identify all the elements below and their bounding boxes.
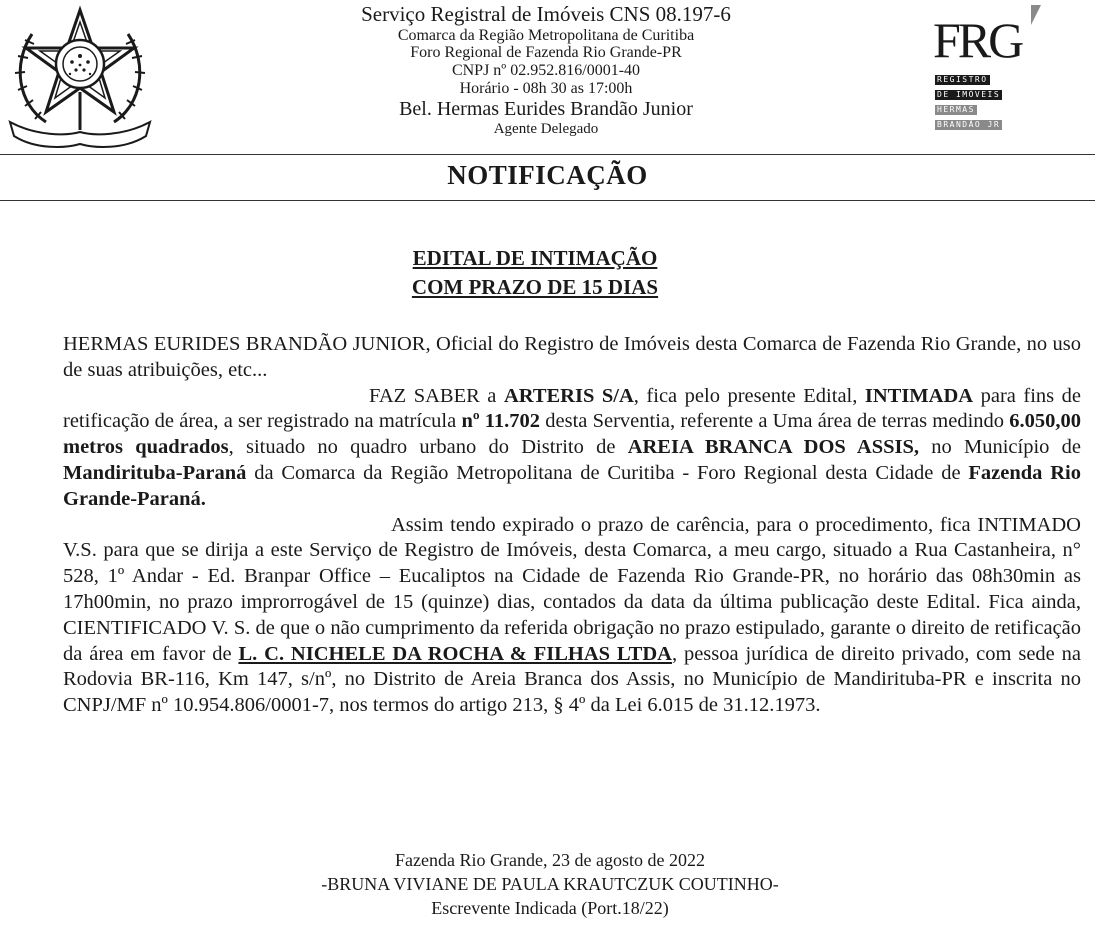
notice-body <box>63 332 1081 719</box>
text-span: da Comarca da Região Metropolitana de Curitiba - Foro Regional desta Cidade de <box>246 461 969 484</box>
logo-tag-brandao: BRANDÃO JR <box>937 120 1001 129</box>
text-span: , fica pelo presente Edital, <box>633 384 865 407</box>
paragraph-intimado <box>63 513 1081 719</box>
frg-logo-mark: FRG <box>933 12 1022 68</box>
text-span: FAZ SABER a <box>369 384 504 407</box>
place-date: Fazenda Rio Grande, 23 de agosto de 2022 <box>395 850 705 870</box>
municipality-name: Mandirituba-Paraná <box>63 461 247 484</box>
registry-officer-role: Agente Delegado <box>493 120 599 137</box>
registry-header <box>300 3 792 137</box>
page-title: NOTIFICAÇÃO <box>447 160 648 190</box>
registry-comarca: Comarca da Região Metropolitana de Curitiba <box>397 26 695 44</box>
text-span: , pessoa jurídica de direito privado, com sede na Rodovia BR-116, Km 147, s/nº, no Distrito de Areia Branca dos Assis, no Município de Mandirituba-PR e inscrita no CNPJ/MF nº 10.954.806/0001-7, nos termos do artigo 213, § 4º da Lei 6.015 de 31.12.1973. <box>63 642 1081 717</box>
text-span: , situado no quadro urbano do Distrito de <box>228 436 628 459</box>
text-span: no Município de <box>919 436 1081 459</box>
district-name: AREIA BRANCA DOS ASSIS, <box>627 436 920 459</box>
title-divider <box>0 200 1095 201</box>
registry-cnpj: CNPJ nº 02.952.816/0001-40 <box>451 62 641 80</box>
signer-role: Escrevente Indicada (Port.18/22) <box>431 898 669 918</box>
company-name: ARTERIS S/A <box>503 384 634 407</box>
header-divider <box>0 154 1095 155</box>
area-size: 6.050,00 metros quadrados <box>63 410 1082 459</box>
registry-foro: Foro Regional de Fazenda Rio Grande-PR <box>410 44 682 62</box>
matricula-number: nº 11.702 <box>461 410 541 433</box>
beneficiary-company: L. C. NICHELE DA ROCHA & FILHAS LTDA <box>238 642 672 665</box>
text-span: para fins de retificação de área, a ser registrado na matrícula <box>63 384 1081 433</box>
registry-name: Serviço Registral de Imóveis CNS 08.197-6 <box>361 2 731 26</box>
edital-heading <box>0 244 1070 302</box>
brazil-coat-of-arms-seal <box>6 4 154 150</box>
logo-tag-imoveis: DE IMÓVEIS <box>937 90 1001 99</box>
city-name: Fazenda Rio Grande-Paraná. <box>63 461 1081 510</box>
logo-tag-hermas: HERMAS <box>937 105 975 114</box>
paragraph-faz-saber <box>63 384 1081 513</box>
signature-block <box>0 848 1095 920</box>
logo-tag-registro: REGISTRO <box>937 75 988 84</box>
intimada-label: INTIMADA <box>864 384 974 407</box>
edital-heading-line2: COM PRAZO DE 15 DIAS <box>411 275 659 299</box>
paragraph-intro: HERMAS EURIDES BRANDÃO JUNIOR, Oficial do Registro de Imóveis desta Comarca de Fazenda Rio Grande, no uso de suas atribuições, etc... <box>63 333 1081 381</box>
edital-heading-line1: EDITAL DE INTIMAÇÃO <box>412 246 658 270</box>
registry-hours: Horário - 08h 30 as 17:00h <box>459 80 633 98</box>
signer-name: -BRUNA VIVIANE DE PAULA KRAUTCZUK COUTINHO- <box>321 874 779 894</box>
registry-officer: Bel. Hermas Eurides Brandão Junior <box>399 98 693 121</box>
text-span: Assim tendo expirado o prazo de carência, para o procedimento, fica INTIMADO V.S. para que se dirija a este Serviço de Registro de Imóveis, desta Comarca, a meu cargo, situado a Rua Castanheira, n° 528, 1º Andar - Ed. Branpar Office – Eucaliptos na Cidade de Fazenda Rio Grande-PR, no horário das 08h30min as 17h00min, no prazo improrrogável de 15 (quinze) dias, contados da data da última publicação deste Edital. Fica ainda, CIENTIFICADO V. S. de que o não cumprimento da referida obrigação no prazo estipulado, garante o direito de retificação da área em favor de <box>63 513 1081 665</box>
text-span: desta Serventia, referente a Uma área de terras medindo <box>540 410 1010 433</box>
frg-logo <box>933 5 1045 135</box>
logo-triangle-icon <box>1029 5 1041 25</box>
